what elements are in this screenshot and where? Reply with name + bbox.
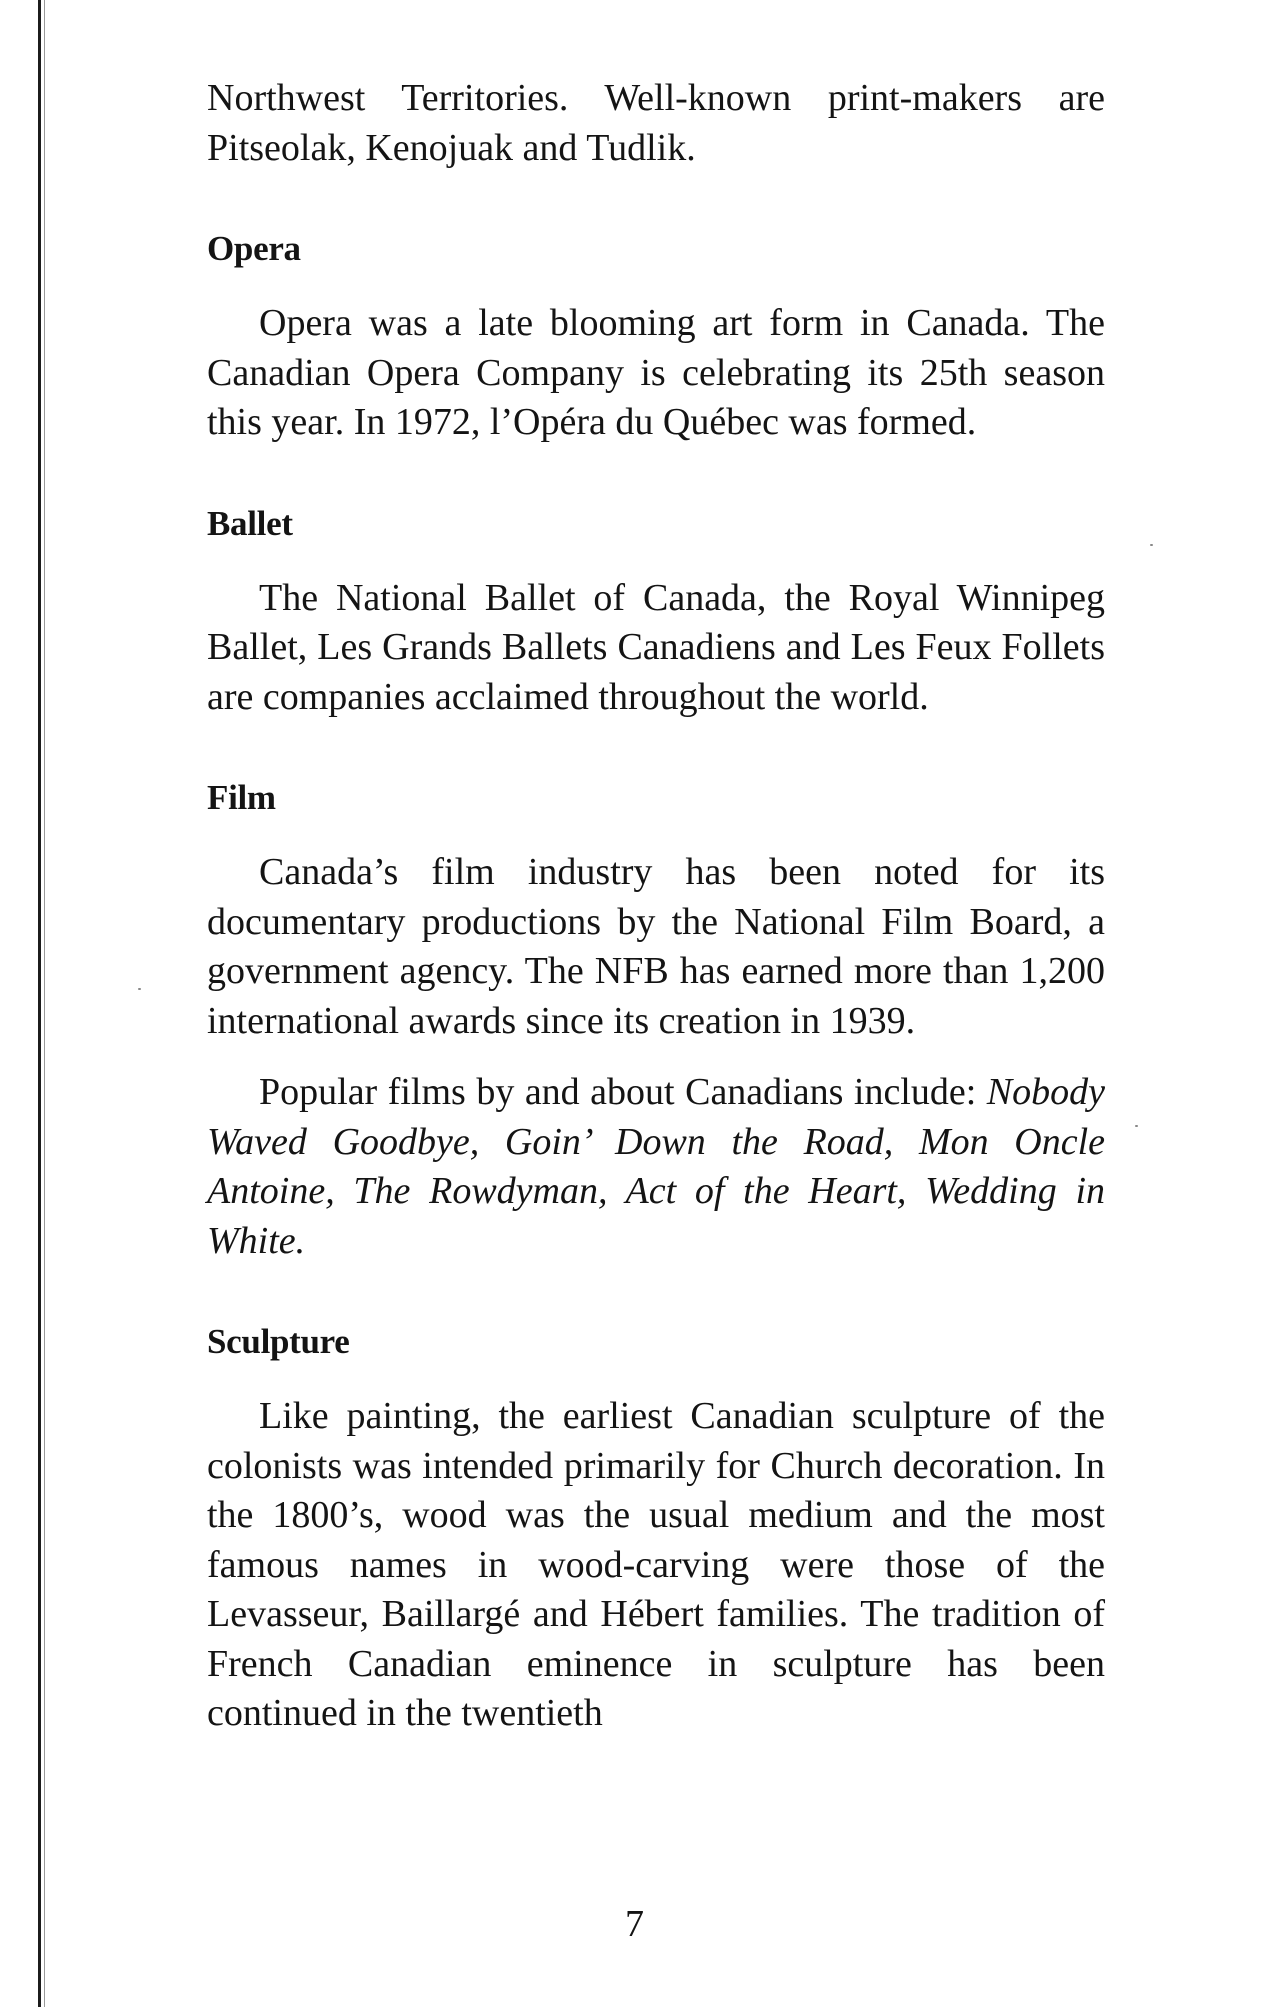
film-titles: Nobody Waved Goodbye, Goin’ Down the Road, Mon Oncle Antoine, The Rowdyman, Act of the Heart, Wedding in White.	[207, 1071, 1105, 1262]
page-spine-edge	[38, 0, 41, 2007]
film-list-paragraph	[207, 1068, 1105, 1266]
opera-paragraph: Opera was a late blooming art form in Canada. The Canadian Opera Company is celebrating its 25th season this year. In 1972, l’Opéra du Québec was formed.	[207, 302, 1105, 443]
page-spine-shadow	[44, 0, 45, 2007]
sculpture-paragraph: Like painting, the earliest Canadian sculpture of the colonists was intended primarily for Church decoration. In the 1800’s, wood was the usual medium and the most famous names in wood-carving were those of the Levasseur, Baillargé and Hébert families. The tradition of French Canadian eminence in sculpture has been continued in the twentieth	[207, 1395, 1105, 1734]
opera-heading: Opera	[207, 229, 301, 268]
film-heading: Film	[207, 778, 276, 817]
ballet-paragraph: The National Ballet of Canada, the Royal Winnipeg Ballet, Les Grands Ballets Canadiens and Les Feux Follets are companies acclaimed throughout the world.	[207, 576, 1105, 718]
film-paragraph: Canada’s film industry has been noted for its documentary productions by the National Film Board, a government agency. The NFB has earned more than 1,200 international awards since its creation in 1939.	[207, 851, 1105, 1042]
intro-paragraph: Northwest Territories. Well-known print-makers are Pitseolak, Kenojuak and Tudlik.	[207, 77, 1105, 169]
scan-speck	[1150, 544, 1153, 546]
sculpture-heading: Sculpture	[207, 1322, 350, 1361]
scan-speck	[138, 988, 141, 990]
scan-speck	[1135, 1125, 1138, 1127]
film-list-lead: Popular films by and about Canadians include:	[259, 1071, 987, 1113]
page-number: 7	[625, 1903, 644, 1945]
page-body	[207, 74, 1105, 1739]
ballet-heading: Ballet	[207, 503, 293, 543]
